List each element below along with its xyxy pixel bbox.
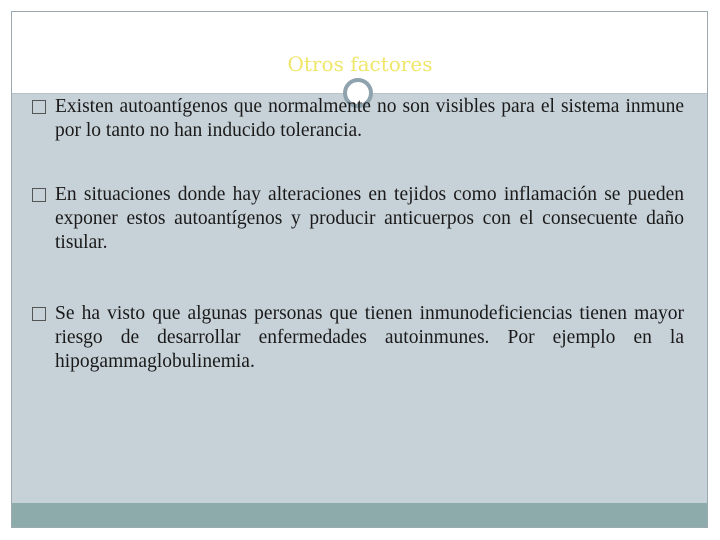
bullet-text: En situaciones donde hay alteraciones en tejidos como inflamación se pueden exponer estos autoantígenos y producir anticuerpos con el consecuente daño tisular. xyxy=(55,184,684,253)
slide-title: Otros factores xyxy=(287,52,433,76)
bullet-item xyxy=(32,183,684,255)
checkbox-bullet-icon xyxy=(32,100,46,114)
bullet-text: Se ha visto que algunas personas que tienen inmunodeficiencias tienen mayor riesgo de desarrollar enfermedades autoinmunes. Por ejemplo en la hipogammaglobulinemia. xyxy=(55,303,684,372)
bullet-item xyxy=(32,95,684,143)
bullet-item xyxy=(32,302,684,374)
bullet-text: Existen autoantígenos que normalmente no son visibles para el sistema inmune por lo tanto no han inducido tolerancia. xyxy=(55,96,684,141)
checkbox-bullet-icon xyxy=(32,307,46,321)
checkbox-bullet-icon xyxy=(32,188,46,202)
